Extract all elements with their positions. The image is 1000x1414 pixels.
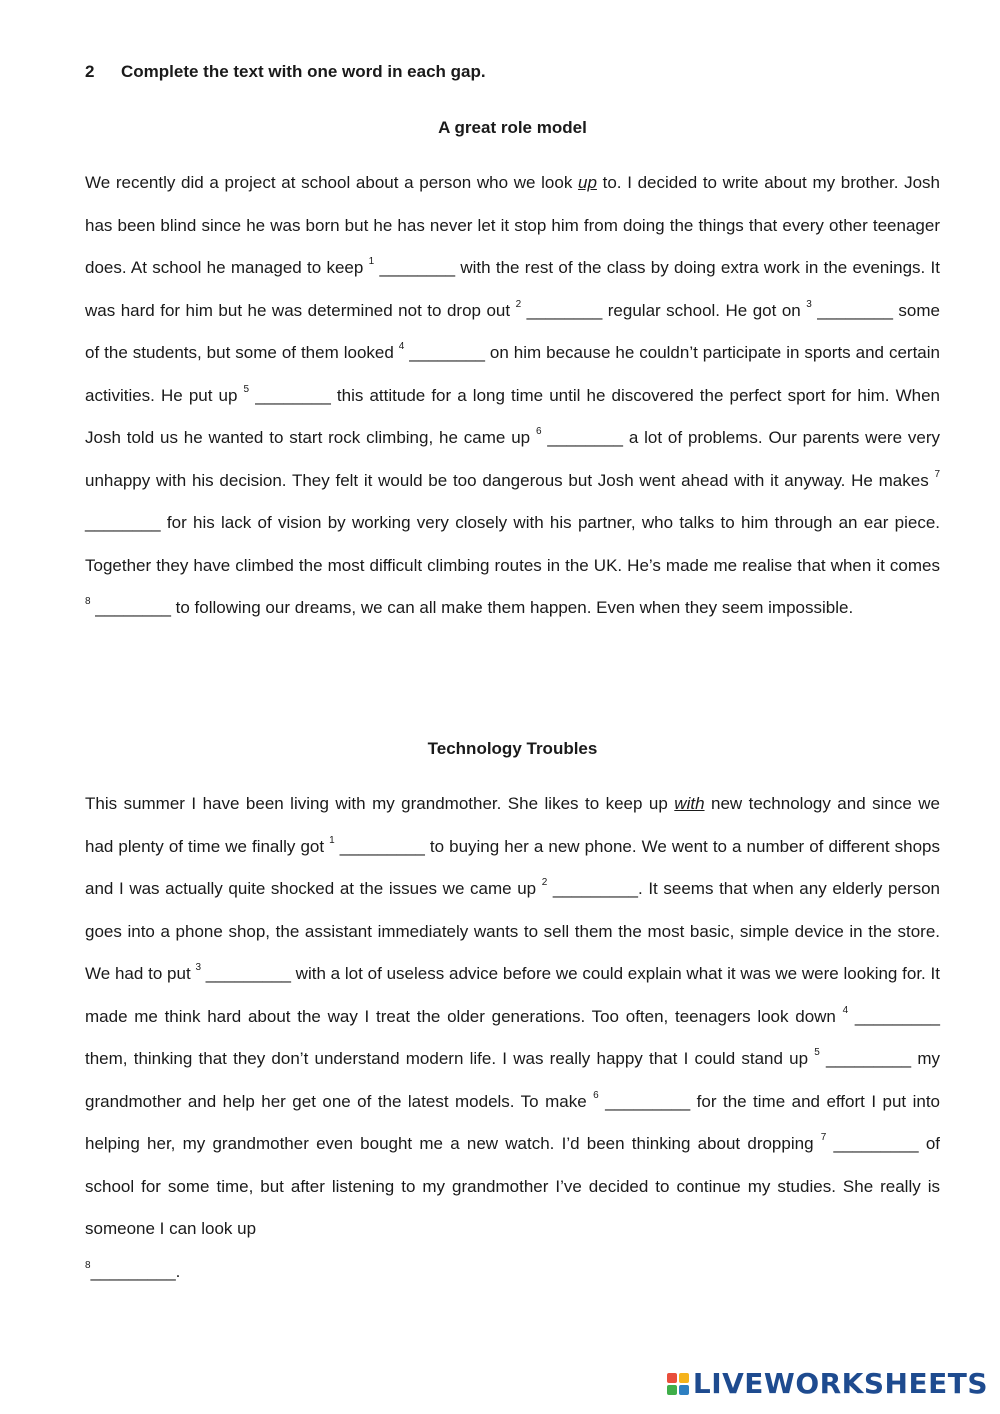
gap-number: 2 bbox=[541, 877, 548, 889]
gap-number: 4 bbox=[842, 1004, 849, 1016]
gap-number: 8 bbox=[85, 596, 91, 608]
text-segment: ________ to following our dreams, we can all make them happen. Even when they seem impossible. bbox=[90, 598, 854, 617]
task-instruction-text: Complete the text with one word in each gap. bbox=[121, 62, 486, 81]
example-answer: with bbox=[674, 794, 705, 813]
gap-number: 7 bbox=[934, 468, 940, 480]
example-answer: up bbox=[578, 173, 597, 192]
text-segment: ________ some of the students, but some of them looked bbox=[85, 300, 940, 362]
text1-title: A great role model bbox=[438, 118, 587, 137]
gap-number: 4 bbox=[398, 341, 405, 353]
text-segment: This summer I have been living with my grandmother. She likes to keep up bbox=[85, 794, 675, 813]
text-segment: _________. bbox=[90, 1261, 181, 1281]
text-segment: to. I decided to write about my brother. Josh has been blind since he was born but he has never let it stop him from doing the things that every other teenager does. At school he managed to keep bbox=[85, 173, 941, 277]
text-segment: ________ a lot of problems. Our parents were very unhappy with his decision. They felt it would be too dangerous but Josh went ahead with it anyway. He makes bbox=[85, 428, 940, 490]
logo-grid-icon bbox=[667, 1373, 689, 1395]
gap-number: 1 bbox=[329, 834, 335, 846]
text-segment: _________ with a lot of useless advice before we could explain what it was we were looking for. It made me think hard about the way I treat the older generations. Too often, teenagers look down bbox=[85, 964, 940, 1026]
gap-number: 8 bbox=[85, 1259, 91, 1271]
text-segment: _________ to buying her a new phone. We went to a number of different shops and I was actually quite shocked at the issues we came up bbox=[85, 836, 940, 898]
gap-number: 1 bbox=[368, 256, 375, 268]
text-segment: ________ for his lack of vision by working very closely with his partner, who talks to him through an ear piece. Together they have climbed the most difficult climbing routes in the UK. He’s made me realise that when it comes bbox=[85, 513, 940, 575]
text-segment: ________ on him because he couldn’t participate in sports and certain activities. He put up bbox=[85, 343, 940, 405]
gap-number: 5 bbox=[814, 1047, 820, 1059]
text-segment: ________ with the rest of the class by doing extra work in the evenings. It was hard for him but he was determined not to drop out bbox=[85, 258, 941, 320]
logo-text: LIVEWORKSHEETS bbox=[692, 1367, 988, 1400]
text-segment: _________ for the time and effort I put into helping her, my grandmother even bought me a new watch. I’d been thinking about dropping bbox=[85, 1091, 941, 1153]
text-segment: ________ this attitude for a long time until he discovered the perfect sport for him. When Josh told us he wanted to start rock climbing, he came up bbox=[85, 385, 941, 447]
text2-title: Technology Troubles bbox=[427, 739, 598, 758]
text1-body bbox=[85, 162, 940, 630]
gap-number: 6 bbox=[593, 1089, 599, 1101]
liveworksheets-logo bbox=[667, 1367, 988, 1400]
gap-number: 6 bbox=[535, 426, 542, 438]
gap-number: 3 bbox=[806, 298, 812, 310]
gap-number: 5 bbox=[243, 383, 250, 395]
task-number: 2 bbox=[85, 62, 95, 81]
gap-number: 7 bbox=[820, 1132, 827, 1144]
text-segment: We recently did a project at school about a person who we look bbox=[85, 173, 579, 192]
text2-body bbox=[85, 783, 940, 1293]
task-instruction bbox=[85, 60, 945, 84]
gap-number: 2 bbox=[515, 298, 522, 310]
text-segment: new technology and since we had plenty of time we finally got bbox=[85, 794, 940, 856]
text-segment: _________ my grandmother and help her get one of the latest models. To make bbox=[85, 1049, 940, 1111]
gap-number: 3 bbox=[195, 962, 202, 974]
text-segment: _________ them, thinking that they don’t understand modern life. I was really happy that I could stand up bbox=[85, 1006, 940, 1068]
text-segment: _________ of school for some time, but after listening to my grandmother I’ve decided to continue my studies. She really is someone I can look up bbox=[85, 1134, 941, 1238]
text-segment: ________ regular school. He got on bbox=[521, 300, 807, 320]
text-segment: _________. It seems that when any elderly person goes into a phone shop, the assistant immediately wants to sell them the most basic, simple device in the store. We had to put bbox=[85, 879, 940, 983]
